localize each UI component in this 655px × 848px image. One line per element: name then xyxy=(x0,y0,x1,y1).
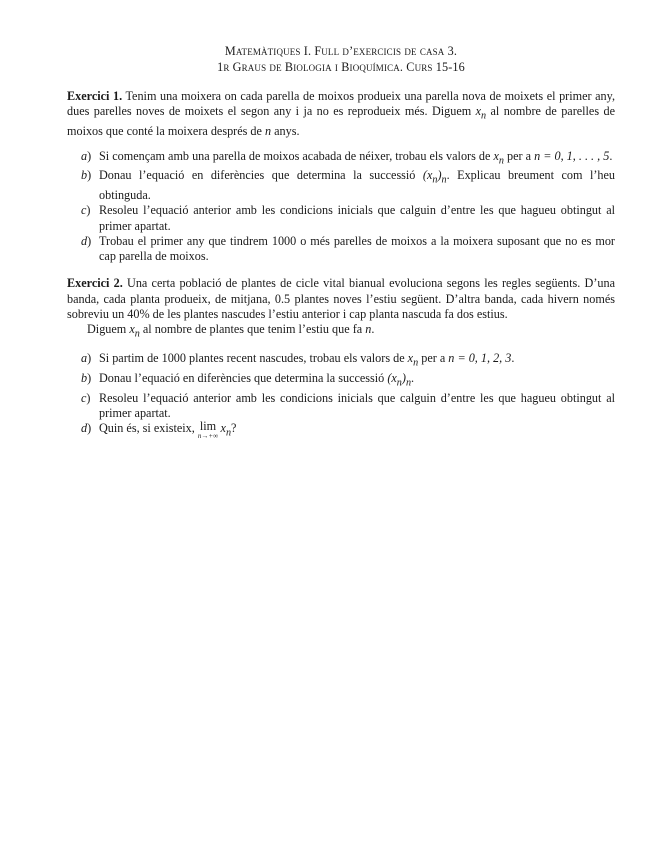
exercise-1-text: anys. xyxy=(271,124,300,139)
list-item xyxy=(67,421,615,441)
subscript-n: n xyxy=(432,174,438,186)
var-n: n xyxy=(365,322,372,337)
exercise-2-text: al nombre de plantes que tenim l’estiu que fa xyxy=(139,322,366,337)
list-item xyxy=(67,168,615,203)
var-x: x xyxy=(220,421,226,436)
item-text: per a xyxy=(418,351,449,366)
subscript-n: n xyxy=(413,357,419,369)
item-text: Donau l’equació en diferències que determina la successió xyxy=(99,168,423,183)
document-title xyxy=(67,44,615,75)
item-text: Si començam amb una parella de moixos acabada de néixer, trobau els valors de xyxy=(99,148,494,163)
exercise-2-text: . xyxy=(371,322,375,337)
exercise-2-text: Una certa població de plantes de cicle vital bianual evoluciona segons les regles següents. D’una banda, cada planta produeix, de mitjana, 0.5 plantes noves l’estiu següent. D’altra banda, cada hivern només sobreviu un 40% de les plantes nascudes l’estiu anterior i cap planta nascuda fa dos estius. xyxy=(67,276,616,322)
exercise-1-statement xyxy=(67,89,615,139)
exercise-2-heading: Exercici 2. xyxy=(67,276,123,291)
exercise-1 xyxy=(67,89,615,264)
subscript-n: n xyxy=(481,110,487,122)
item-label: a) xyxy=(81,351,92,366)
item-label: b) xyxy=(81,168,92,183)
subscript-n: n xyxy=(134,328,140,340)
item-text: Donau l’equació en diferències que determina la successió xyxy=(99,370,388,385)
list-item xyxy=(67,391,615,422)
math-sequence: (x xyxy=(387,370,397,385)
subscript-n: n xyxy=(498,154,504,166)
list-item xyxy=(67,149,615,169)
item-text: per a xyxy=(503,148,535,163)
item-label: d) xyxy=(81,233,92,248)
exercise-2-items xyxy=(67,351,615,441)
list-item xyxy=(67,371,615,391)
item-label: c) xyxy=(81,390,91,405)
math-sequence: (x xyxy=(422,168,433,183)
limit-operator: lim xyxy=(199,419,217,434)
item-text: . xyxy=(511,351,515,366)
exercise-1-text: Tenim una moixera on cada parella de moixos produeix una parella nova de moixets el primer any, dues parelles noves de moixets el segon any i ja no es reprodueix més. Diguem xyxy=(67,89,615,119)
exercise-2-statement xyxy=(67,276,615,322)
title-line-1: Matemàtiques I. Full d’exercicis de casa 3. xyxy=(224,44,458,58)
limit-subscript: n→+∞ xyxy=(197,432,219,441)
item-text: . Explicau breument com l’heu obtinguda. xyxy=(99,168,615,202)
item-text: Quin és, si existeix, xyxy=(99,421,198,436)
subscript-n: n xyxy=(396,377,402,389)
var-x: x xyxy=(475,104,482,119)
item-text: . xyxy=(411,370,415,385)
var-x: x xyxy=(129,322,135,337)
list-item xyxy=(67,203,615,234)
math-range: n = 0, 1, . . . , 5 xyxy=(534,148,610,163)
var-x: x xyxy=(493,148,499,163)
item-label: b) xyxy=(81,370,92,385)
item-text: Si partim de 1000 plantes recent nascudes, trobau els valors de xyxy=(99,351,408,366)
math-sequence: ) xyxy=(437,168,442,183)
item-label: d) xyxy=(81,421,92,436)
title-line-2: 1r Graus de Biologia i Bioquímica. Curs 15-16 xyxy=(217,59,465,74)
subscript-n: n xyxy=(225,427,232,439)
list-item xyxy=(67,234,615,265)
var-x: x xyxy=(407,351,414,366)
item-text: Trobau el primer any que tindrem 1000 o més parelles de moixos a la moixera suposant que no es mor cap parella de moixos. xyxy=(99,233,615,264)
list-item xyxy=(67,351,615,371)
document-page xyxy=(67,44,615,441)
item-text: . xyxy=(609,148,613,163)
item-text: ? xyxy=(231,421,237,436)
math-sequence: ) xyxy=(401,370,406,385)
item-text: Resoleu l’equació anterior amb les condicions inicials que calguin d’entre les que hagueu obtingut al primer apartat. xyxy=(99,203,615,233)
exercise-1-items xyxy=(67,149,615,265)
limit-expression xyxy=(198,421,218,440)
var-n: n xyxy=(265,124,272,139)
exercise-2 xyxy=(67,276,615,440)
exercise-1-heading: Exercici 1. xyxy=(67,89,123,104)
exercise-2-definition xyxy=(67,322,615,342)
item-label: c) xyxy=(81,203,91,218)
exercise-2-text: Diguem xyxy=(87,322,130,337)
math-range: n = 0, 1, 2, 3 xyxy=(448,351,512,366)
subscript-n: n xyxy=(405,377,412,389)
item-text: Resoleu l’equació anterior amb les condicions inicials que calguin d’entre les que hagueu obtingut al primer apartat. xyxy=(99,390,615,420)
item-label: a) xyxy=(81,148,92,163)
exercise-1-text: al nombre de parelles de moixos que conté la moixera després de xyxy=(67,104,615,139)
subscript-n: n xyxy=(441,174,447,186)
